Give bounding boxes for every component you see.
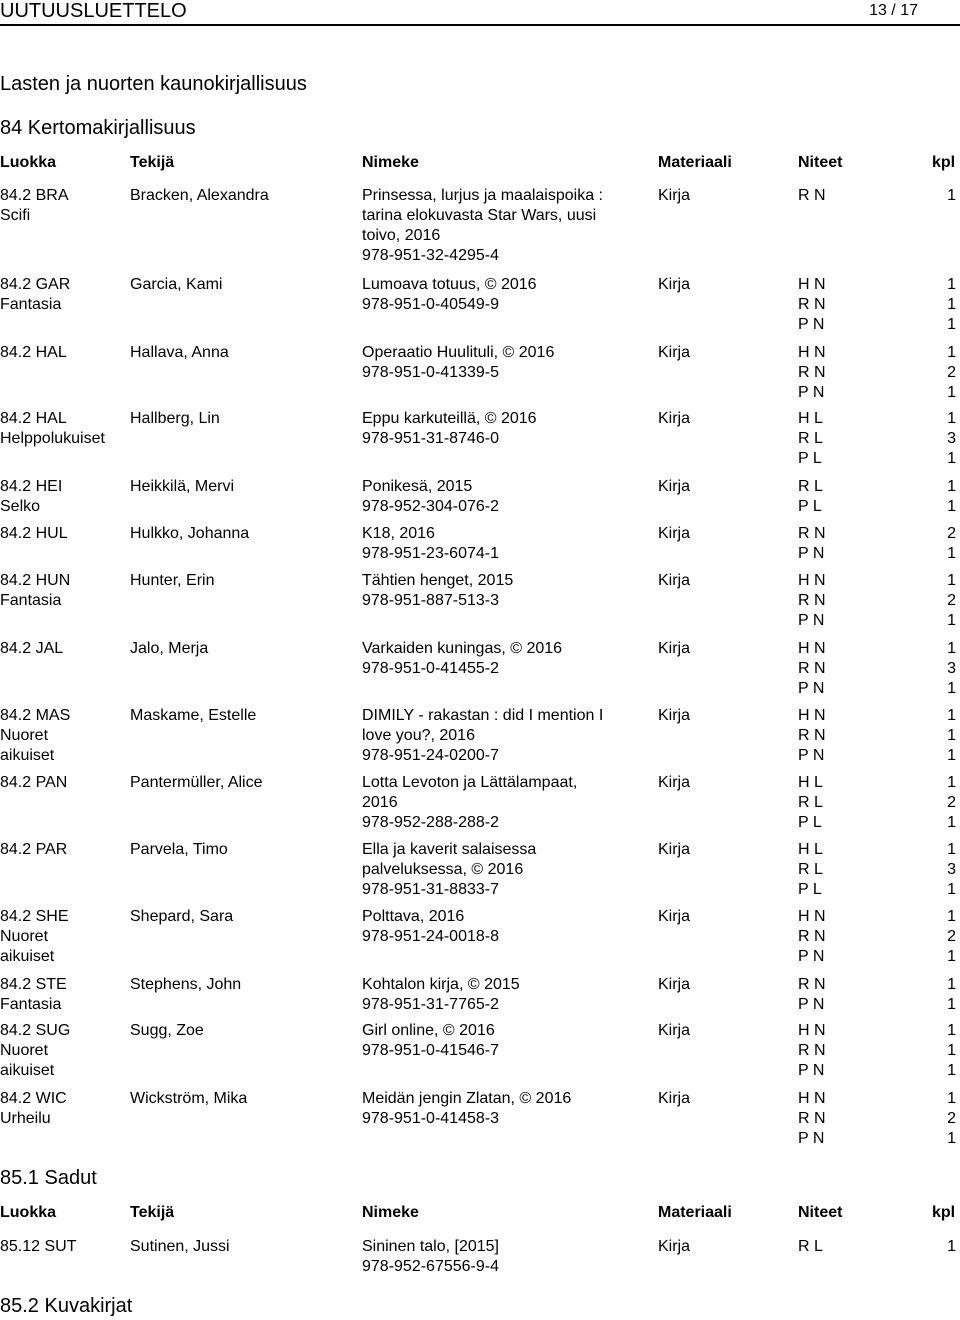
title-cell — [362, 773, 652, 833]
class-line: Fantasia — [0, 296, 62, 313]
title-line: 978-951-0-41458-3 — [362, 1110, 499, 1127]
section-title-85-2: 85.2 Kuvakirjat — [0, 1295, 133, 1317]
copy-count: 1 — [947, 344, 956, 361]
copy-count: 1 — [947, 774, 956, 791]
copy-entry — [798, 659, 956, 679]
copy-count: 1 — [947, 996, 956, 1013]
copy-count: 1 — [947, 727, 956, 744]
column-header-niteet: Niteet — [798, 1204, 843, 1221]
material-cell: Kirja — [658, 976, 691, 993]
copy-count: 3 — [947, 660, 956, 677]
copies-cell — [798, 975, 956, 1015]
copy-count: 1 — [947, 450, 956, 467]
copy-location: R N — [798, 525, 826, 542]
copy-count: 1 — [947, 572, 956, 589]
title-cell — [362, 1021, 652, 1061]
column-header-materiaali: Materiaali — [658, 1204, 732, 1221]
copy-location: R N — [798, 727, 826, 744]
copy-entry — [798, 746, 956, 766]
title-line: Sininen talo, [2015] — [362, 1238, 499, 1255]
title-line: 978-951-31-8746-0 — [362, 430, 499, 447]
page-number: 13 / 17 — [869, 2, 918, 19]
class-cell — [0, 186, 128, 226]
copy-count: 2 — [947, 1110, 956, 1127]
title-line: Kohtalon kirja, © 2015 — [362, 976, 520, 993]
copy-entry — [798, 1089, 956, 1109]
copy-location: R L — [798, 1238, 823, 1255]
title-cell — [362, 524, 652, 564]
class-cell — [0, 343, 128, 363]
material-cell: Kirja — [658, 841, 691, 858]
copy-location: P N — [798, 612, 825, 629]
column-header-tekij: Tekijä — [130, 154, 175, 171]
class-line: 84.2 PAN — [0, 774, 68, 791]
title-line: Ella ja kaverit salaisessa — [362, 841, 537, 858]
title-line: 978-951-887-513-3 — [362, 592, 499, 609]
copy-location: R L — [798, 861, 823, 878]
copy-entry — [798, 1061, 956, 1081]
title-cell — [362, 975, 652, 1015]
copy-count: 1 — [947, 498, 956, 515]
copy-entry — [798, 1109, 956, 1129]
copy-count: 3 — [947, 861, 956, 878]
class-line: 84.2 STE — [0, 976, 67, 993]
copy-count: 3 — [947, 430, 956, 447]
copy-location: R N — [798, 364, 826, 381]
title-line: toivo, 2016 — [362, 227, 441, 244]
class-line: 84.2 BRA — [0, 187, 69, 204]
title-cell — [362, 343, 652, 383]
copy-location: H N — [798, 640, 826, 657]
title-line: Girl online, © 2016 — [362, 1022, 495, 1039]
copy-count: 1 — [947, 1130, 956, 1147]
copy-count: 1 — [947, 976, 956, 993]
author-cell: Hallberg, Lin — [130, 410, 220, 427]
class-cell — [0, 907, 128, 967]
author-cell: Hallava, Anna — [130, 344, 229, 361]
copies-cell — [798, 477, 956, 517]
author-cell: Hunter, Erin — [130, 572, 215, 589]
copy-count: 1 — [947, 316, 956, 333]
title-cell — [362, 477, 652, 517]
copy-entry — [798, 679, 956, 699]
class-line: 84.2 SUG — [0, 1022, 71, 1039]
class-line: 84.2 GAR — [0, 276, 71, 293]
title-line: 978-952-304-076-2 — [362, 498, 499, 515]
title-line: 978-952-67556-9-4 — [362, 1258, 499, 1275]
class-line: Nuoret — [0, 727, 49, 744]
title-line: K18, 2016 — [362, 525, 435, 542]
title-line: 978-952-288-288-2 — [362, 814, 499, 831]
title-cell — [362, 840, 652, 900]
copy-count: 1 — [947, 707, 956, 724]
title-line: Lotta Levoton ja Lättälampaat, — [362, 774, 578, 791]
title-line: Polttava, 2016 — [362, 908, 465, 925]
copies-cell — [798, 907, 956, 967]
column-header-luokka: Luokka — [0, 1204, 57, 1221]
copy-count: 1 — [947, 640, 956, 657]
copies-cell — [798, 840, 956, 900]
header-divider — [0, 24, 960, 26]
copy-location: P N — [798, 996, 825, 1013]
copy-location: H N — [798, 707, 826, 724]
copies-cell — [798, 639, 956, 699]
copies-cell — [798, 275, 956, 335]
copy-entry — [798, 571, 956, 591]
class-line: 84.2 WIC — [0, 1090, 67, 1107]
copy-count: 1 — [947, 841, 956, 858]
class-line: Nuoret — [0, 928, 49, 945]
column-header-tekij: Tekijä — [130, 1204, 175, 1221]
author-cell: Wickström, Mika — [130, 1090, 248, 1107]
title-line: 978-951-24-0200-7 — [362, 747, 499, 764]
copy-location: R N — [798, 296, 826, 313]
class-cell — [0, 639, 128, 659]
material-cell: Kirja — [658, 1022, 691, 1039]
material-cell: Kirja — [658, 478, 691, 495]
copy-entry — [798, 706, 956, 726]
title-cell — [362, 275, 652, 315]
copy-entry — [798, 1021, 956, 1041]
table-header — [0, 1202, 960, 1224]
copy-entry — [798, 497, 956, 517]
material-cell: Kirja — [658, 276, 691, 293]
title-cell — [362, 639, 652, 679]
copy-entry — [798, 363, 956, 383]
copy-location: H N — [798, 276, 826, 293]
copy-count: 1 — [947, 187, 956, 204]
class-cell — [0, 1089, 128, 1129]
title-cell — [362, 186, 652, 266]
copy-entry — [798, 639, 956, 659]
title-line: DIMILY - rakastan : did I mention I — [362, 707, 604, 724]
copies-cell — [798, 1237, 956, 1257]
copy-location: R N — [798, 592, 826, 609]
copy-entry — [798, 840, 956, 860]
copy-location: P L — [798, 814, 822, 831]
class-line: Helppolukuiset — [0, 430, 105, 447]
copy-location: P L — [798, 450, 822, 467]
section-title-85-1: 85.1 Sadut — [0, 1167, 97, 1189]
class-cell — [0, 409, 128, 449]
author-cell: Jalo, Merja — [130, 640, 209, 657]
copy-location: H L — [798, 410, 823, 427]
class-line: 84.2 HUN — [0, 572, 71, 589]
column-header-materiaali: Materiaali — [658, 154, 732, 171]
title-line: 2016 — [362, 794, 398, 811]
title-cell — [362, 571, 652, 611]
title-line: Varkaiden kuningas, © 2016 — [362, 640, 563, 657]
class-line: aikuiset — [0, 948, 55, 965]
copy-entry — [798, 429, 956, 449]
copies-cell — [798, 343, 956, 403]
title-line: Lumoava totuus, © 2016 — [362, 276, 537, 293]
copy-count: 1 — [947, 1238, 956, 1255]
copy-location: H N — [798, 908, 826, 925]
author-cell: Bracken, Alexandra — [130, 187, 269, 204]
copy-entry — [798, 524, 956, 544]
copy-count: 1 — [947, 1022, 956, 1039]
copy-location: R N — [798, 1110, 826, 1127]
class-line: Scifi — [0, 207, 31, 224]
copy-location: P N — [798, 747, 825, 764]
material-cell: Kirja — [658, 707, 691, 724]
copy-location: H N — [798, 1022, 826, 1039]
copy-count: 1 — [947, 747, 956, 764]
material-cell: Kirja — [658, 525, 691, 542]
copy-entry — [798, 544, 956, 564]
copy-entry — [798, 611, 956, 631]
author-cell: Garcia, Kami — [130, 276, 223, 293]
section-main-title: Lasten ja nuorten kaunokirjallisuus — [0, 73, 307, 95]
class-cell — [0, 477, 128, 517]
copy-count: 1 — [947, 545, 956, 562]
copy-location: R L — [798, 794, 823, 811]
class-line: 84.2 HEI — [0, 478, 63, 495]
title-line: Prinsessa, lurjus ja maalaispoika : — [362, 187, 603, 204]
title-cell — [362, 409, 652, 449]
title-line: 978-951-31-7765-2 — [362, 996, 499, 1013]
material-cell: Kirja — [658, 1090, 691, 1107]
copy-count: 2 — [947, 928, 956, 945]
copy-entry — [798, 477, 956, 497]
title-cell — [362, 706, 652, 766]
copy-entry — [798, 975, 956, 995]
author-cell: Sugg, Zoe — [130, 1022, 204, 1039]
copy-entry — [798, 295, 956, 315]
copies-cell — [798, 409, 956, 469]
title-line: 978-951-0-41339-5 — [362, 364, 499, 381]
class-cell — [0, 275, 128, 315]
material-cell: Kirja — [658, 344, 691, 361]
column-header-kpl: kpl — [932, 1204, 956, 1221]
class-cell — [0, 571, 128, 611]
table-header — [0, 152, 960, 174]
copy-count: 1 — [947, 478, 956, 495]
copy-count: 1 — [947, 814, 956, 831]
author-cell: Pantermüller, Alice — [130, 774, 263, 791]
title-cell — [362, 1237, 652, 1277]
copy-location: P N — [798, 1130, 825, 1147]
copies-cell — [798, 1021, 956, 1081]
copy-entry — [798, 591, 956, 611]
copy-location: H L — [798, 841, 823, 858]
copy-count: 1 — [947, 1090, 956, 1107]
copy-location: P N — [798, 384, 825, 401]
class-line: 84.2 HAL — [0, 344, 67, 361]
author-cell: Hulkko, Johanna — [130, 525, 250, 542]
column-header-kpl: kpl — [932, 154, 956, 171]
copy-entry — [798, 813, 956, 833]
material-cell: Kirja — [658, 572, 691, 589]
copy-location: H N — [798, 344, 826, 361]
copy-location: R L — [798, 430, 823, 447]
author-cell: Shepard, Sara — [130, 908, 234, 925]
column-header-nimeke: Nimeke — [362, 154, 419, 171]
class-line: Selko — [0, 498, 41, 515]
class-cell — [0, 975, 128, 1015]
class-line: Fantasia — [0, 592, 62, 609]
copies-cell — [798, 706, 956, 766]
copies-cell — [798, 773, 956, 833]
copy-count: 2 — [947, 364, 956, 381]
class-line: 84.2 JAL — [0, 640, 64, 657]
material-cell: Kirja — [658, 640, 691, 657]
copies-cell — [798, 524, 956, 564]
class-line: Urheilu — [0, 1110, 51, 1127]
title-line: palveluksessa, © 2016 — [362, 861, 524, 878]
title-line: 978-951-0-41546-7 — [362, 1042, 499, 1059]
title-cell — [362, 907, 652, 947]
copy-location: R N — [798, 928, 826, 945]
copy-count: 1 — [947, 680, 956, 697]
class-line: aikuiset — [0, 747, 55, 764]
material-cell: Kirja — [658, 410, 691, 427]
copy-entry — [798, 927, 956, 947]
copy-entry — [798, 860, 956, 880]
copy-entry — [798, 275, 956, 295]
copy-location: P N — [798, 545, 825, 562]
column-header-luokka: Luokka — [0, 154, 57, 171]
title-line: Operaatio Huulituli, © 2016 — [362, 344, 555, 361]
copy-entry — [798, 726, 956, 746]
copy-entry — [798, 315, 956, 335]
class-line: 84.2 SHE — [0, 908, 69, 925]
document-title: UUTUUSLUETTELO — [0, 0, 187, 22]
copy-entry — [798, 995, 956, 1015]
copy-count: 1 — [947, 1062, 956, 1079]
title-line: 978-951-31-8833-7 — [362, 881, 499, 898]
copy-entry — [798, 1237, 956, 1257]
copy-count: 1 — [947, 881, 956, 898]
section-title-84: 84 Kertomakirjallisuus — [0, 117, 196, 139]
copy-entry — [798, 343, 956, 363]
material-cell: Kirja — [658, 774, 691, 791]
copies-cell — [798, 186, 956, 206]
title-line: 978-951-0-40549-9 — [362, 296, 499, 313]
material-cell: Kirja — [658, 908, 691, 925]
class-cell — [0, 840, 128, 860]
column-header-nimeke: Nimeke — [362, 1204, 419, 1221]
title-line: love you?, 2016 — [362, 727, 475, 744]
copy-entry — [798, 1129, 956, 1149]
copy-location: P L — [798, 881, 822, 898]
class-line: 84.2 MAS — [0, 707, 71, 724]
author-cell: Maskame, Estelle — [130, 707, 257, 724]
copies-cell — [798, 1089, 956, 1149]
copy-entry — [798, 793, 956, 813]
copy-count: 2 — [947, 794, 956, 811]
copy-entry — [798, 1041, 956, 1061]
title-line: 978-951-23-6074-1 — [362, 545, 499, 562]
title-line: 978-951-24-0018-8 — [362, 928, 499, 945]
copy-count: 1 — [947, 410, 956, 427]
copy-count: 1 — [947, 612, 956, 629]
copy-count: 1 — [947, 276, 956, 293]
title-line: tarina elokuvasta Star Wars, uusi — [362, 207, 597, 224]
copy-entry — [798, 773, 956, 793]
copy-location: P N — [798, 948, 825, 965]
copy-count: 1 — [947, 908, 956, 925]
copy-location: H N — [798, 1090, 826, 1107]
column-header-niteet: Niteet — [798, 154, 843, 171]
copy-location: R N — [798, 187, 826, 204]
class-line: 85.12 SUT — [0, 1238, 77, 1255]
title-line: Tähtien henget, 2015 — [362, 572, 514, 589]
copy-entry — [798, 383, 956, 403]
copy-count: 1 — [947, 948, 956, 965]
copy-count: 1 — [947, 384, 956, 401]
copy-count: 2 — [947, 592, 956, 609]
material-cell: Kirja — [658, 187, 691, 204]
copy-location: R L — [798, 478, 823, 495]
class-cell — [0, 773, 128, 793]
author-cell: Parvela, Timo — [130, 841, 228, 858]
copy-entry — [798, 409, 956, 429]
title-line: 978-951-0-41455-2 — [362, 660, 499, 677]
copy-location: R N — [798, 976, 826, 993]
copy-entry — [798, 449, 956, 469]
class-line: 84.2 HAL — [0, 410, 67, 427]
copy-entry — [798, 880, 956, 900]
copy-count: 1 — [947, 296, 956, 313]
copy-location: H L — [798, 774, 823, 791]
copy-entry — [798, 907, 956, 927]
title-line: Eppu karkuteillä, © 2016 — [362, 410, 537, 427]
class-line: Fantasia — [0, 996, 62, 1013]
class-line: aikuiset — [0, 1062, 55, 1079]
class-line: 84.2 HUL — [0, 525, 68, 542]
material-cell: Kirja — [658, 1238, 691, 1255]
page-header — [0, 0, 960, 22]
class-line: 84.2 PAR — [0, 841, 68, 858]
copy-location: P N — [798, 680, 825, 697]
copy-location: H N — [798, 572, 826, 589]
class-cell — [0, 524, 128, 544]
copy-location: P N — [798, 1062, 825, 1079]
author-cell: Stephens, John — [130, 976, 242, 993]
copy-entry — [798, 186, 956, 206]
author-cell: Heikkilä, Mervi — [130, 478, 235, 495]
class-cell — [0, 1237, 128, 1257]
class-cell — [0, 1021, 128, 1081]
title-line: Meidän jengin Zlatan, © 2016 — [362, 1090, 572, 1107]
copy-location: R N — [798, 1042, 826, 1059]
class-line: Nuoret — [0, 1042, 49, 1059]
author-cell: Sutinen, Jussi — [130, 1238, 230, 1255]
class-cell — [0, 706, 128, 766]
title-cell — [362, 1089, 652, 1129]
copy-location: R N — [798, 660, 826, 677]
copy-entry — [798, 947, 956, 967]
copy-count: 2 — [947, 525, 956, 542]
copies-cell — [798, 571, 956, 631]
title-line: 978-951-32-4295-4 — [362, 247, 499, 264]
copy-location: P N — [798, 316, 825, 333]
copy-count: 1 — [947, 1042, 956, 1059]
title-line: Ponikesä, 2015 — [362, 478, 473, 495]
copy-location: P L — [798, 498, 822, 515]
